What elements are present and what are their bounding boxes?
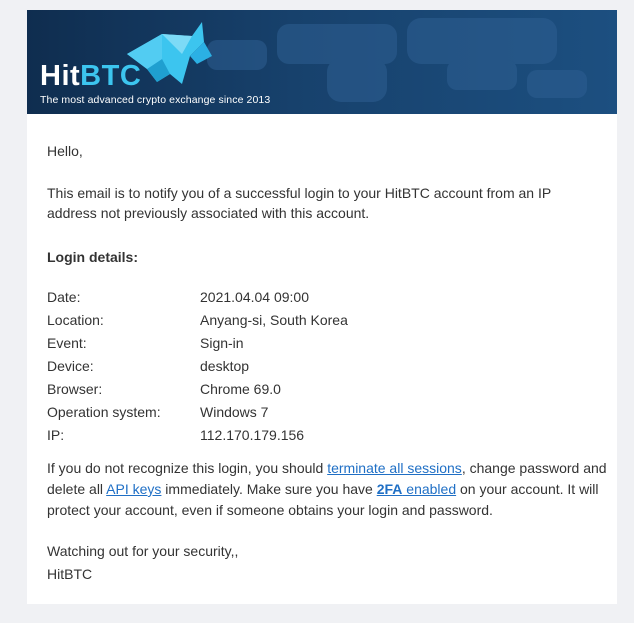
detail-row-event (47, 333, 607, 353)
intro-paragraph: This email is to notify you of a successful login to your HitBTC account from an IP address not previously associated with this account. (47, 185, 551, 221)
detail-row-location (47, 310, 607, 330)
detail-value: Windows 7 (200, 404, 269, 420)
signoff-line: Watching out for your security,, (47, 543, 239, 559)
detail-label: Event: (47, 335, 87, 351)
email-card (27, 10, 617, 604)
detail-value: Sign-in (200, 335, 244, 351)
warning-text-4: on your account. It will protect your account, even if someone obtains your login and password. (47, 481, 599, 518)
warning-text-2: , change password and delete all (47, 460, 607, 497)
detail-row-date (47, 287, 607, 307)
2fa-bold-text: 2FA (376, 481, 403, 497)
detail-row-os (47, 402, 607, 422)
detail-value: 2021.04.04 09:00 (200, 289, 309, 305)
api-keys-link[interactable]: API keys (106, 481, 162, 497)
detail-value: desktop (200, 358, 250, 374)
detail-row-browser (47, 379, 607, 399)
signature: HitBTC (47, 566, 93, 582)
security-warning-paragraph (47, 458, 607, 521)
detail-label: IP: (47, 427, 65, 443)
detail-label: Location: (47, 312, 104, 328)
logo-btc-text: BTC (80, 60, 142, 92)
detail-value: 112.170.179.156 (200, 427, 305, 443)
login-details-title: Login details: (47, 249, 138, 265)
detail-row-device (47, 356, 607, 376)
detail-value: Anyang-si, South Korea (200, 312, 348, 328)
header-banner (27, 10, 617, 114)
detail-row-ip (47, 425, 607, 445)
2fa-enabled-text: enabled (402, 481, 457, 497)
warning-text-1: If you do not recognize this login, you should (47, 460, 328, 476)
hitbtc-logo (40, 62, 141, 91)
greeting: Hello, (47, 143, 83, 159)
detail-label: Device: (47, 358, 94, 374)
warning-text-3: immediately. Make sure you have (161, 481, 377, 497)
detail-label: Operation system: (47, 404, 161, 420)
brand-tagline: The most advanced crypto exchange since 2013 (40, 94, 271, 106)
2fa-enabled-link[interactable] (377, 481, 456, 497)
logo-hit-text: Hit (40, 60, 81, 92)
detail-label: Date: (47, 289, 81, 305)
detail-label: Browser: (47, 381, 103, 397)
detail-value: Chrome 69.0 (200, 381, 281, 397)
terminate-sessions-link[interactable]: terminate all sessions (327, 460, 462, 476)
